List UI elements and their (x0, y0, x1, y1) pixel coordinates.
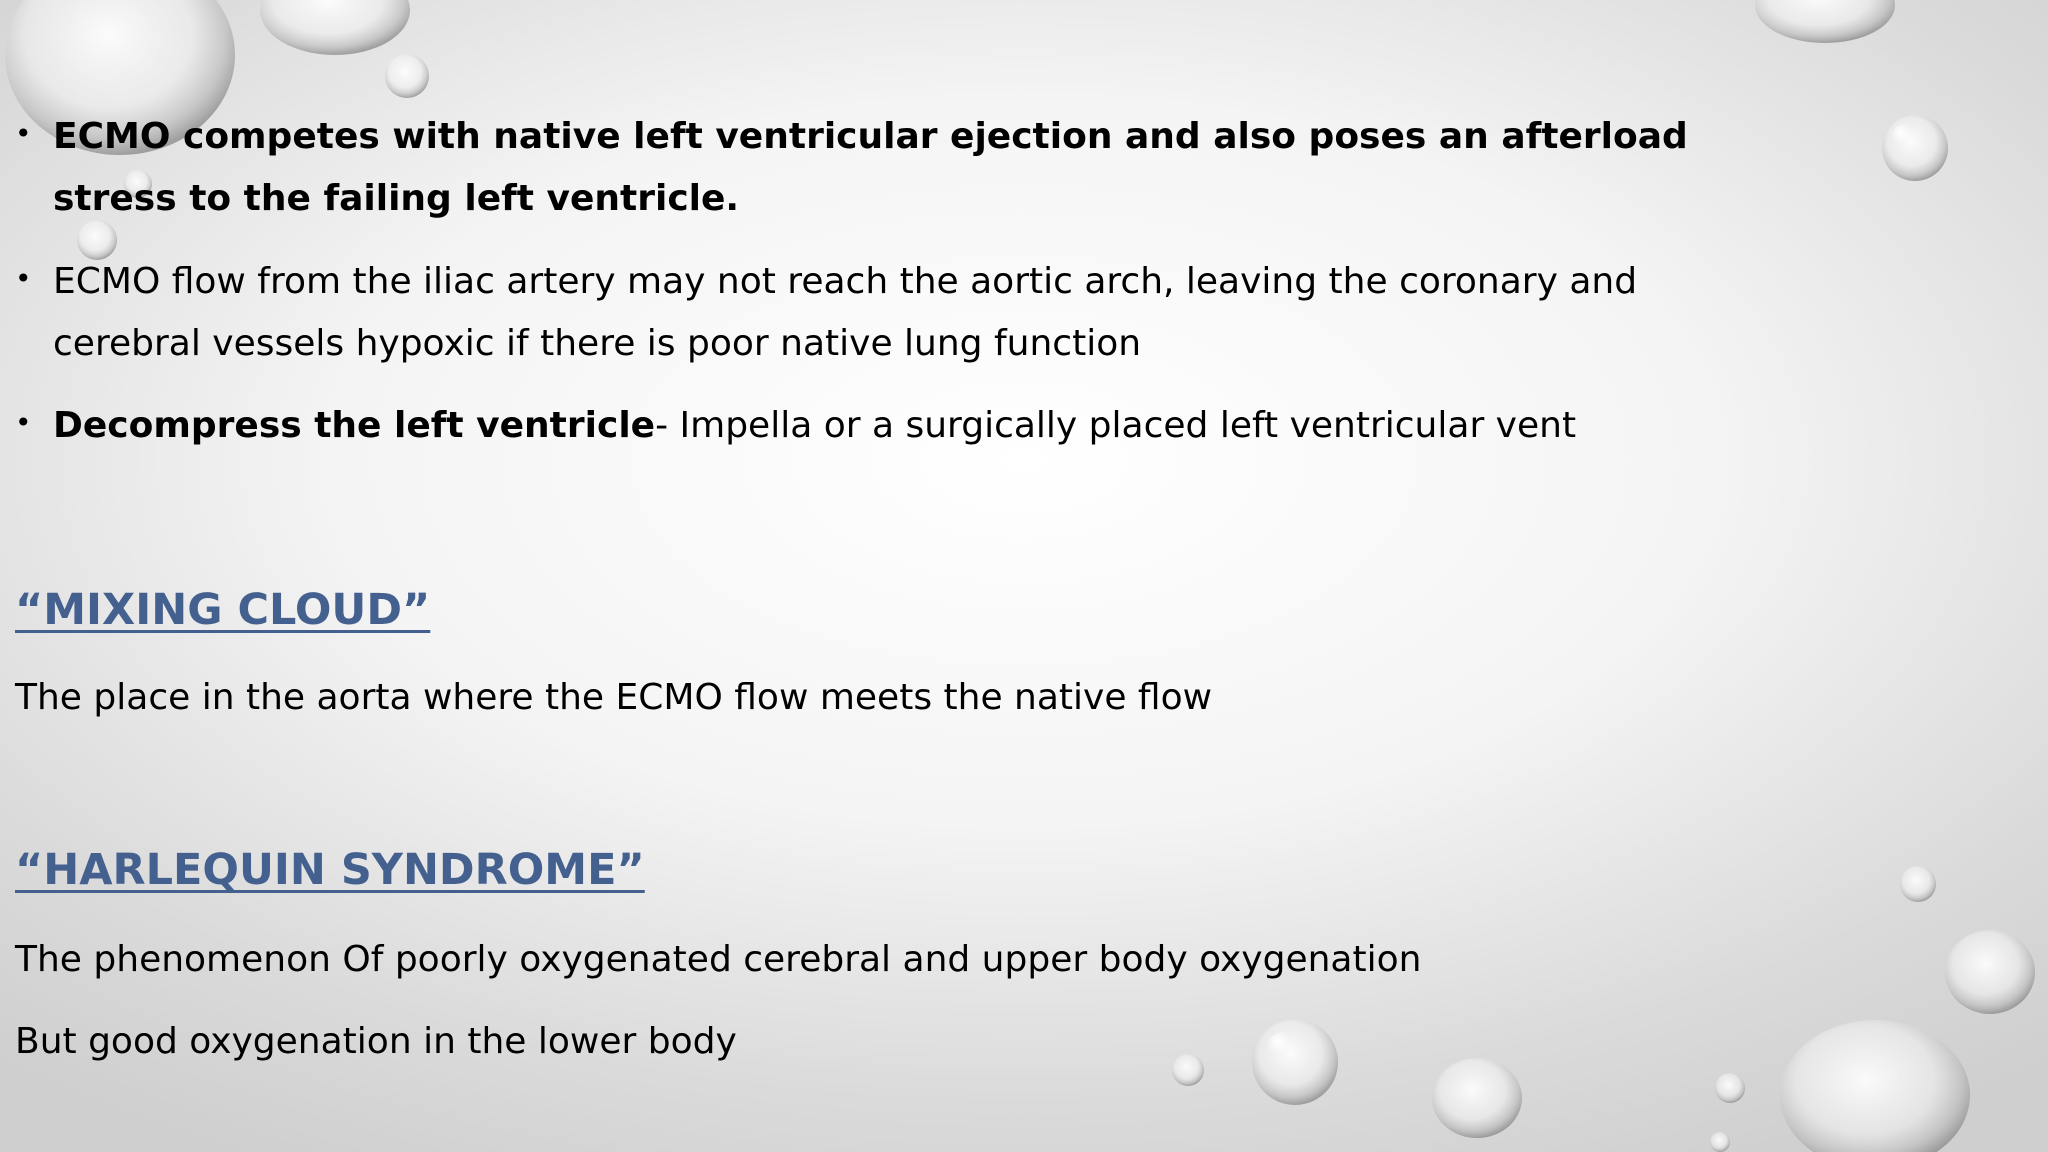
bullet-marker: • (15, 262, 32, 295)
section-heading-harlequin-syndrome: “HARLEQUIN SYNDROME” (15, 845, 645, 895)
bullet-text (15, 395, 1775, 457)
bullet-bold-text: Decompress the left ventricle (53, 405, 656, 446)
bullet-marker: • (15, 406, 32, 439)
bullet-item (15, 395, 1775, 457)
section-text: But good oxygenation in the lower body (15, 1021, 737, 1062)
bullet-marker: • (15, 117, 32, 150)
bullet-text (15, 251, 1775, 375)
section-text: The place in the aorta where the ECMO flow meets the native flow (15, 677, 1213, 718)
section-text: The phenomenon Of poorly oxygenated cerebral and upper body oxygenation (15, 939, 1422, 980)
bullet-regular-text: ECMO flow from the iliac artery may not reach the aortic arch, leaving the coronary and cerebral vessels hypoxic if there is poor native lung function (53, 261, 1638, 364)
bullet-regular-text: - Impella or a surgically placed left ventricular vent (655, 405, 1577, 446)
bullet-bold-text: ECMO competes with native left ventricular ejection and also poses an afterload stress to the failing left ventricle. (53, 116, 1688, 219)
bullet-item (15, 251, 1775, 375)
bullet-text (15, 106, 1775, 230)
section-heading-mixing-cloud: “MIXING CLOUD” (15, 585, 431, 635)
bullet-item (15, 106, 1775, 230)
